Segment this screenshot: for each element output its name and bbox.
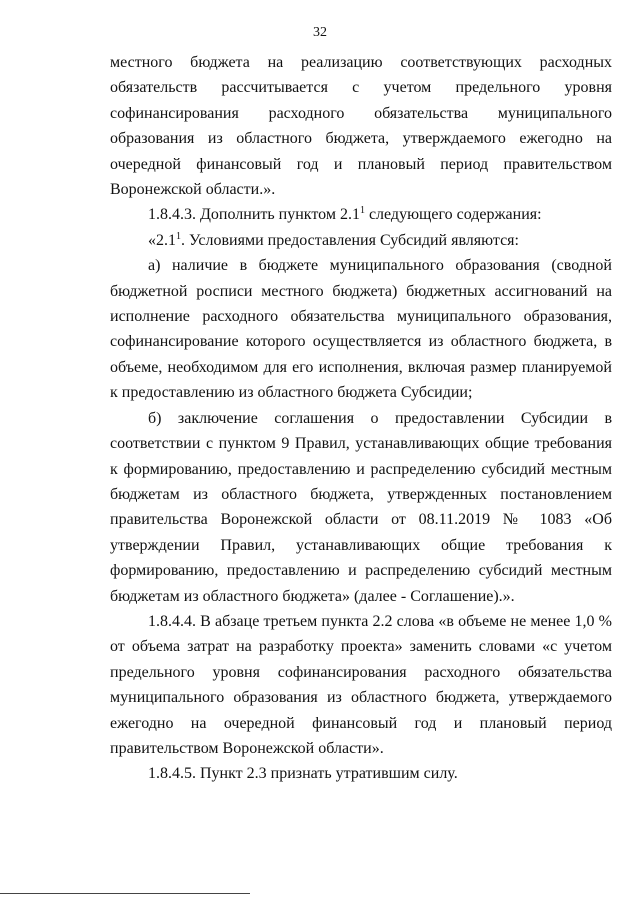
paragraph-1-8-4-4: 1.8.4.4. В абзаце третьем пункта 2.2 слова «в объеме не менее 1,0 % от объема затрат на разработку проекта» заменить словами «с учетом предельного уровня софинансирования расходного обязательства муниципального образования из областного бюджета, утверждаемого ежегодно на очередной финансовый год и плановый период правительством Воронежской области». [110, 612, 612, 757]
paragraph-text: 1.8.4.3. Дополнить пунктом 2.1 [148, 206, 360, 224]
paragraph-1-8-4-3 [110, 202, 612, 227]
paragraph-1-8-4-5: 1.8.4.5. Пункт 2.3 признать утратившим силу. [148, 765, 458, 783]
paragraph-budget-continuation: местного бюджета на реализацию соответствующих расходных обязательств рассчитывается с учетом предельного уровня софинансирования расходного обязательства муниципального образования из областного бюджета, утверждаемого ежегодно на очередной финансовый год и плановый период правительством Воронежской области.». [110, 54, 612, 199]
paragraph-condition-a: а) наличие в бюджете муниципального образования (сводной бюджетной росписи местного бюджета) бюджетных ассигнований на исполнение расходного обязательства муниципального образования, софинансирование которого осуществляется из областного бюджета, в объеме, необходимом для его исполнения, включая размер планируемой к предоставлению из областного бюджета Субсидии; [110, 257, 612, 402]
paragraph-text: следующего содержания: [364, 206, 542, 224]
paragraph-text: . Условиями предоставления Субсидий являются: [181, 231, 519, 249]
document-body [110, 50, 612, 787]
page-number: 32 [313, 25, 327, 40]
paragraph-text: «2.1 [148, 231, 176, 249]
paragraph-condition-b: б) заключение соглашения о предоставлении Субсидии в соответствии с пунктом 9 Правил, устанавливающих общие требования к формированию, предоставлению и распределению субсидий местным бюджетам из областного бюджета, утвержденных постановлением правительства Воронежской области от 08.11.2019 № 1083 «Об утверждении Правил, устанавливающих общие требования к формированию, предоставлению и распределению субсидий местным бюджетам из областного бюджета» (далее - Соглашение).». [110, 409, 612, 605]
footer-divider [0, 893, 250, 894]
superscript: 1 [176, 230, 181, 242]
superscript: 1 [359, 205, 365, 217]
paragraph-2-1-1-heading [110, 228, 612, 253]
